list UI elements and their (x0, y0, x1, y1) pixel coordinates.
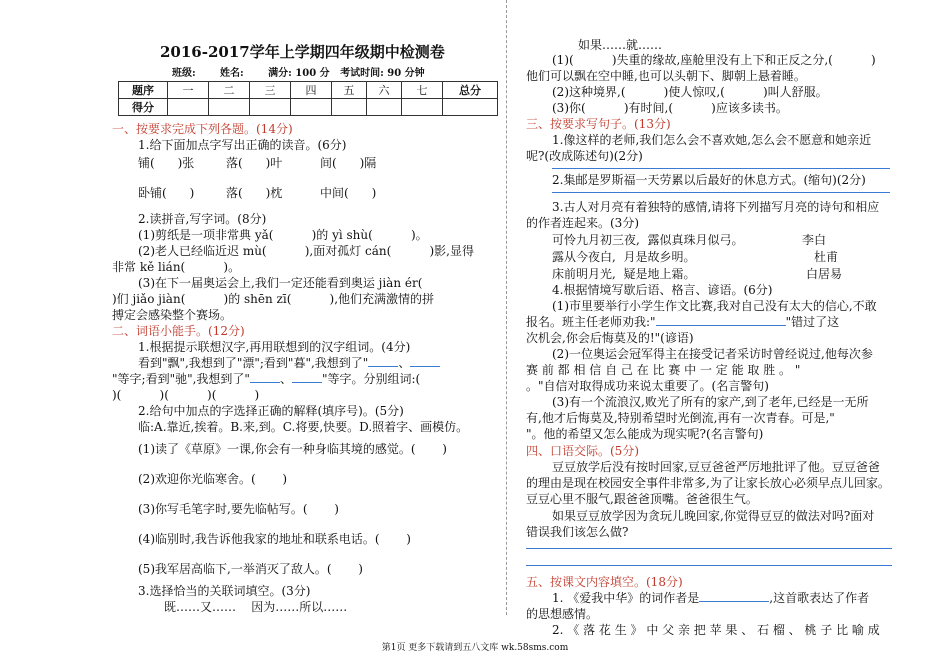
section-heading: 四、口语交际。(5分) (526, 444, 639, 458)
table-cell[interactable] (443, 99, 498, 116)
table-cell: 六 (367, 82, 402, 99)
question-text: 次机会,你会后悔莫及的!"(谚语) (526, 331, 694, 345)
question-text: 看到"飘",我想到了"漂";看到"暮",我想到了" 、 (138, 355, 440, 371)
column-divider (506, 0, 507, 615)
table-cell: 七 (402, 82, 443, 99)
question-text-part: 报名。班主任老师劝我:" (526, 315, 656, 329)
table-row (119, 99, 498, 116)
answer-blank[interactable] (699, 590, 769, 602)
table-cell[interactable] (332, 99, 367, 116)
answer-blank[interactable] (250, 371, 280, 383)
table-row (119, 82, 498, 99)
question: 2.给句中加点的字选择正确的解释(填序号)。(5分) (138, 404, 404, 418)
table-cell[interactable] (209, 99, 250, 116)
question-text-part: "错过了这 (785, 315, 840, 329)
question-text: 错误我们该怎么做? (526, 525, 629, 539)
question-text: 临:A.靠近,挨着。B.来,到。C.将要,快要。D.照着字、画模仿。 (138, 420, 469, 434)
table-cell: 四 (291, 82, 332, 99)
poem-author: 白居易 (806, 267, 843, 281)
question-text: 如果……就…… (578, 38, 663, 52)
question-text: (3)在下一届奥运会上,我们一定还能看到奥运 jiàn ér( (138, 276, 423, 290)
section-heading: 一、按要求完成下列各题。(14分) (112, 122, 293, 136)
question: 3.选择恰当的关联词填空。(3分) (138, 584, 311, 598)
question-text-part: 1. 《爱我中华》的词作者是 (552, 591, 700, 605)
question-text: (3)你( )有时间,( )应该多读书。 (552, 101, 788, 115)
table-cell: 一 (168, 82, 209, 99)
question-text: 豆豆心里不服气,跟爸爸顶嘴。爸爸很生气。 (526, 492, 758, 506)
question: 的作者连起来。(3分) (526, 216, 639, 230)
answer-blank[interactable] (368, 355, 398, 367)
answer-blank[interactable] (656, 314, 786, 326)
question: 2.读拼音,写字词。(8分) (138, 212, 267, 226)
question-text: 他们可以飘在空中睡,也可以头朝下、脚朝上悬着睡。 (526, 69, 806, 83)
section-heading: 二、词语小能手。(12分) (112, 324, 245, 338)
question-text: )们 jiǎo jiàn( )的 shēn zī( ),他们充满激情的拼 (112, 292, 435, 306)
question-text: 。"自信对取得成功来说太重要了。(名言警句) (526, 379, 769, 393)
question-text: 2. 《 落 花 生 》 中 父 亲 把 苹 果 、 石 榴 、 桃 子 比 喻 成 (552, 623, 880, 637)
exam-info: 班级: 姓名: 满分: 100 分 考试时间: 90 分钟 (172, 68, 425, 79)
answer-blank[interactable] (410, 355, 440, 367)
question: 1.像这样的老师,我们怎么会不喜欢她,怎么会不愿意和她亲近 (552, 133, 872, 147)
table-cell[interactable] (367, 99, 402, 116)
question: 2.集邮是罗斯福一天劳累以后最好的休息方式。(缩句)(2分) (552, 173, 866, 187)
question-text: 有,他才后悔莫及,特别希望时光倒流,再有一次青春。可是," (526, 411, 835, 425)
question-text: 的思想感情。 (526, 607, 599, 621)
question: 4.根据情境写歇后语、格言、谚语。(6分) (552, 283, 773, 297)
question-text: "。他的希望又怎么能成为现实呢?(名言警句) (526, 427, 764, 441)
question: 呢?(改成陈述句)(2分) (526, 149, 643, 163)
question-text: 赛 前 都 相 信 自 己 在 比 赛 中 一 定 能 取 胜 。 " (526, 363, 801, 377)
question-text-part: ,这首歌表达了作者 (769, 591, 870, 605)
table-cell: 三 (250, 82, 291, 99)
answer-item: 间( )隔 (320, 156, 377, 170)
question-text-part: 看到"飘",我想到了"漂";看到"暮",我想到了" (138, 356, 369, 370)
question-text: (2)一位奥运会冠军得主在接受记者采访时曾经说过,他每次参 (552, 347, 873, 361)
table-cell[interactable] (291, 99, 332, 116)
question-text: )( )( )( ) (112, 388, 260, 402)
table-cell: 得分 (119, 99, 168, 116)
question: 3.古人对月亮有着独特的感情,请将下列描写月亮的诗句和相应 (552, 200, 880, 214)
poem-line: 床前明月光, 疑是地上霜。 (552, 267, 696, 281)
question-text: (4)临别时,我告诉他我家的地址和联系电话。( ) (138, 532, 411, 546)
table-cell: 五 (332, 82, 367, 99)
question-text: 搏定会感染整个赛场。 (112, 308, 233, 322)
table-cell[interactable] (402, 99, 443, 116)
poem-author: 杜甫 (814, 250, 839, 264)
question-text: 的理由是现在校园安全事件非常多,为了让家长放心必须早点儿回家。 (526, 476, 890, 490)
answer-line[interactable] (526, 548, 892, 549)
question-text: 既……又…… 因为……所以…… (164, 600, 348, 614)
poem-line: 可怜九月初三夜, 露似真珠月似弓。 (552, 233, 744, 247)
page-footer: 第1页 更多下载请到五八文库 wk.58sms.com (381, 643, 569, 653)
score-table (118, 81, 498, 116)
question: 1.给下面加点字写出正确的读音。(6分) (138, 138, 347, 152)
answer-item: 落( )叶 (226, 156, 283, 170)
table-cell[interactable] (168, 99, 209, 116)
question-text: (1)市里要举行小学生作文比赛,我对自己没有太大的信心,不敢 (552, 299, 877, 313)
question-text: (5)我军居高临下,一举消灭了敌人。( ) (138, 562, 363, 576)
answer-line[interactable] (526, 565, 892, 566)
answer-line[interactable] (552, 168, 890, 169)
question-text-part: "等字;看到"驰",我想到了" (112, 372, 250, 386)
question-text: 非常 kě lián( )。 (112, 260, 241, 274)
table-cell[interactable] (250, 99, 291, 116)
poem-line: 露从今夜白, 月是故乡明。 (552, 250, 696, 264)
section-heading: 三、按要求写句子。(13分) (526, 117, 671, 131)
question-text: (3)有一个流浪汉,败光了所有的家产,到了老年,已经是一无所 (552, 395, 869, 409)
answer-blank[interactable] (292, 371, 322, 383)
question-text: (3)你写毛笔字时,要先临帖写。( ) (138, 502, 339, 516)
answer-item: 中间( ) (320, 186, 377, 200)
question-text: (1)( )失重的缘故,座舱里没有上下和正反之分,( ) (552, 53, 876, 67)
page-title: 2016-2017学年上学期四年级期中检测卷 (160, 43, 445, 61)
question-text (526, 314, 839, 330)
question-text-part: "等字。分别组词:( (321, 372, 421, 386)
answer-item: 落( )枕 (226, 186, 283, 200)
table-cell: 二 (209, 82, 250, 99)
answer-item: 卧铺( ) (138, 186, 195, 200)
question-text (552, 590, 869, 606)
question-text: 豆豆放学后没有按时回家,豆豆爸爸严厉地批评了他。豆豆爸爸 (552, 460, 880, 474)
question-text: (2)这种境界,( )使人惊叹,( )叫人舒服。 (552, 85, 828, 99)
question-text: "等字;看到"驰",我想到了" 、 "等字。分别组词:( (112, 372, 421, 386)
answer-item: 铺( )张 (138, 156, 195, 170)
question-text: 如果豆豆放学因为贪玩儿晚回家,你觉得豆豆的做法对吗?面对 (552, 509, 875, 523)
question: 1.根据提示联想汉字,再用联想到的汉字组词。(4分) (138, 340, 411, 354)
question-text: (2)老人已经临近迟 mù( ),面对孤灯 cán( )影,显得 (138, 244, 474, 258)
question-text: (1)剪纸是一项非常典 yǎ( )的 yì shù( )。 (138, 228, 428, 242)
poem-author: 李白 (802, 233, 827, 247)
question-text: (1)读了《草原》一课,你会有一种身临其境的感觉。( ) (138, 442, 447, 456)
table-cell: 总分 (443, 82, 498, 99)
table-cell: 题序 (119, 82, 168, 99)
question-text: (2)欢迎你光临寒舍。( ) (138, 472, 288, 486)
section-heading: 五、按课文内容填空。(18分) (526, 575, 683, 589)
answer-line[interactable] (552, 192, 890, 193)
